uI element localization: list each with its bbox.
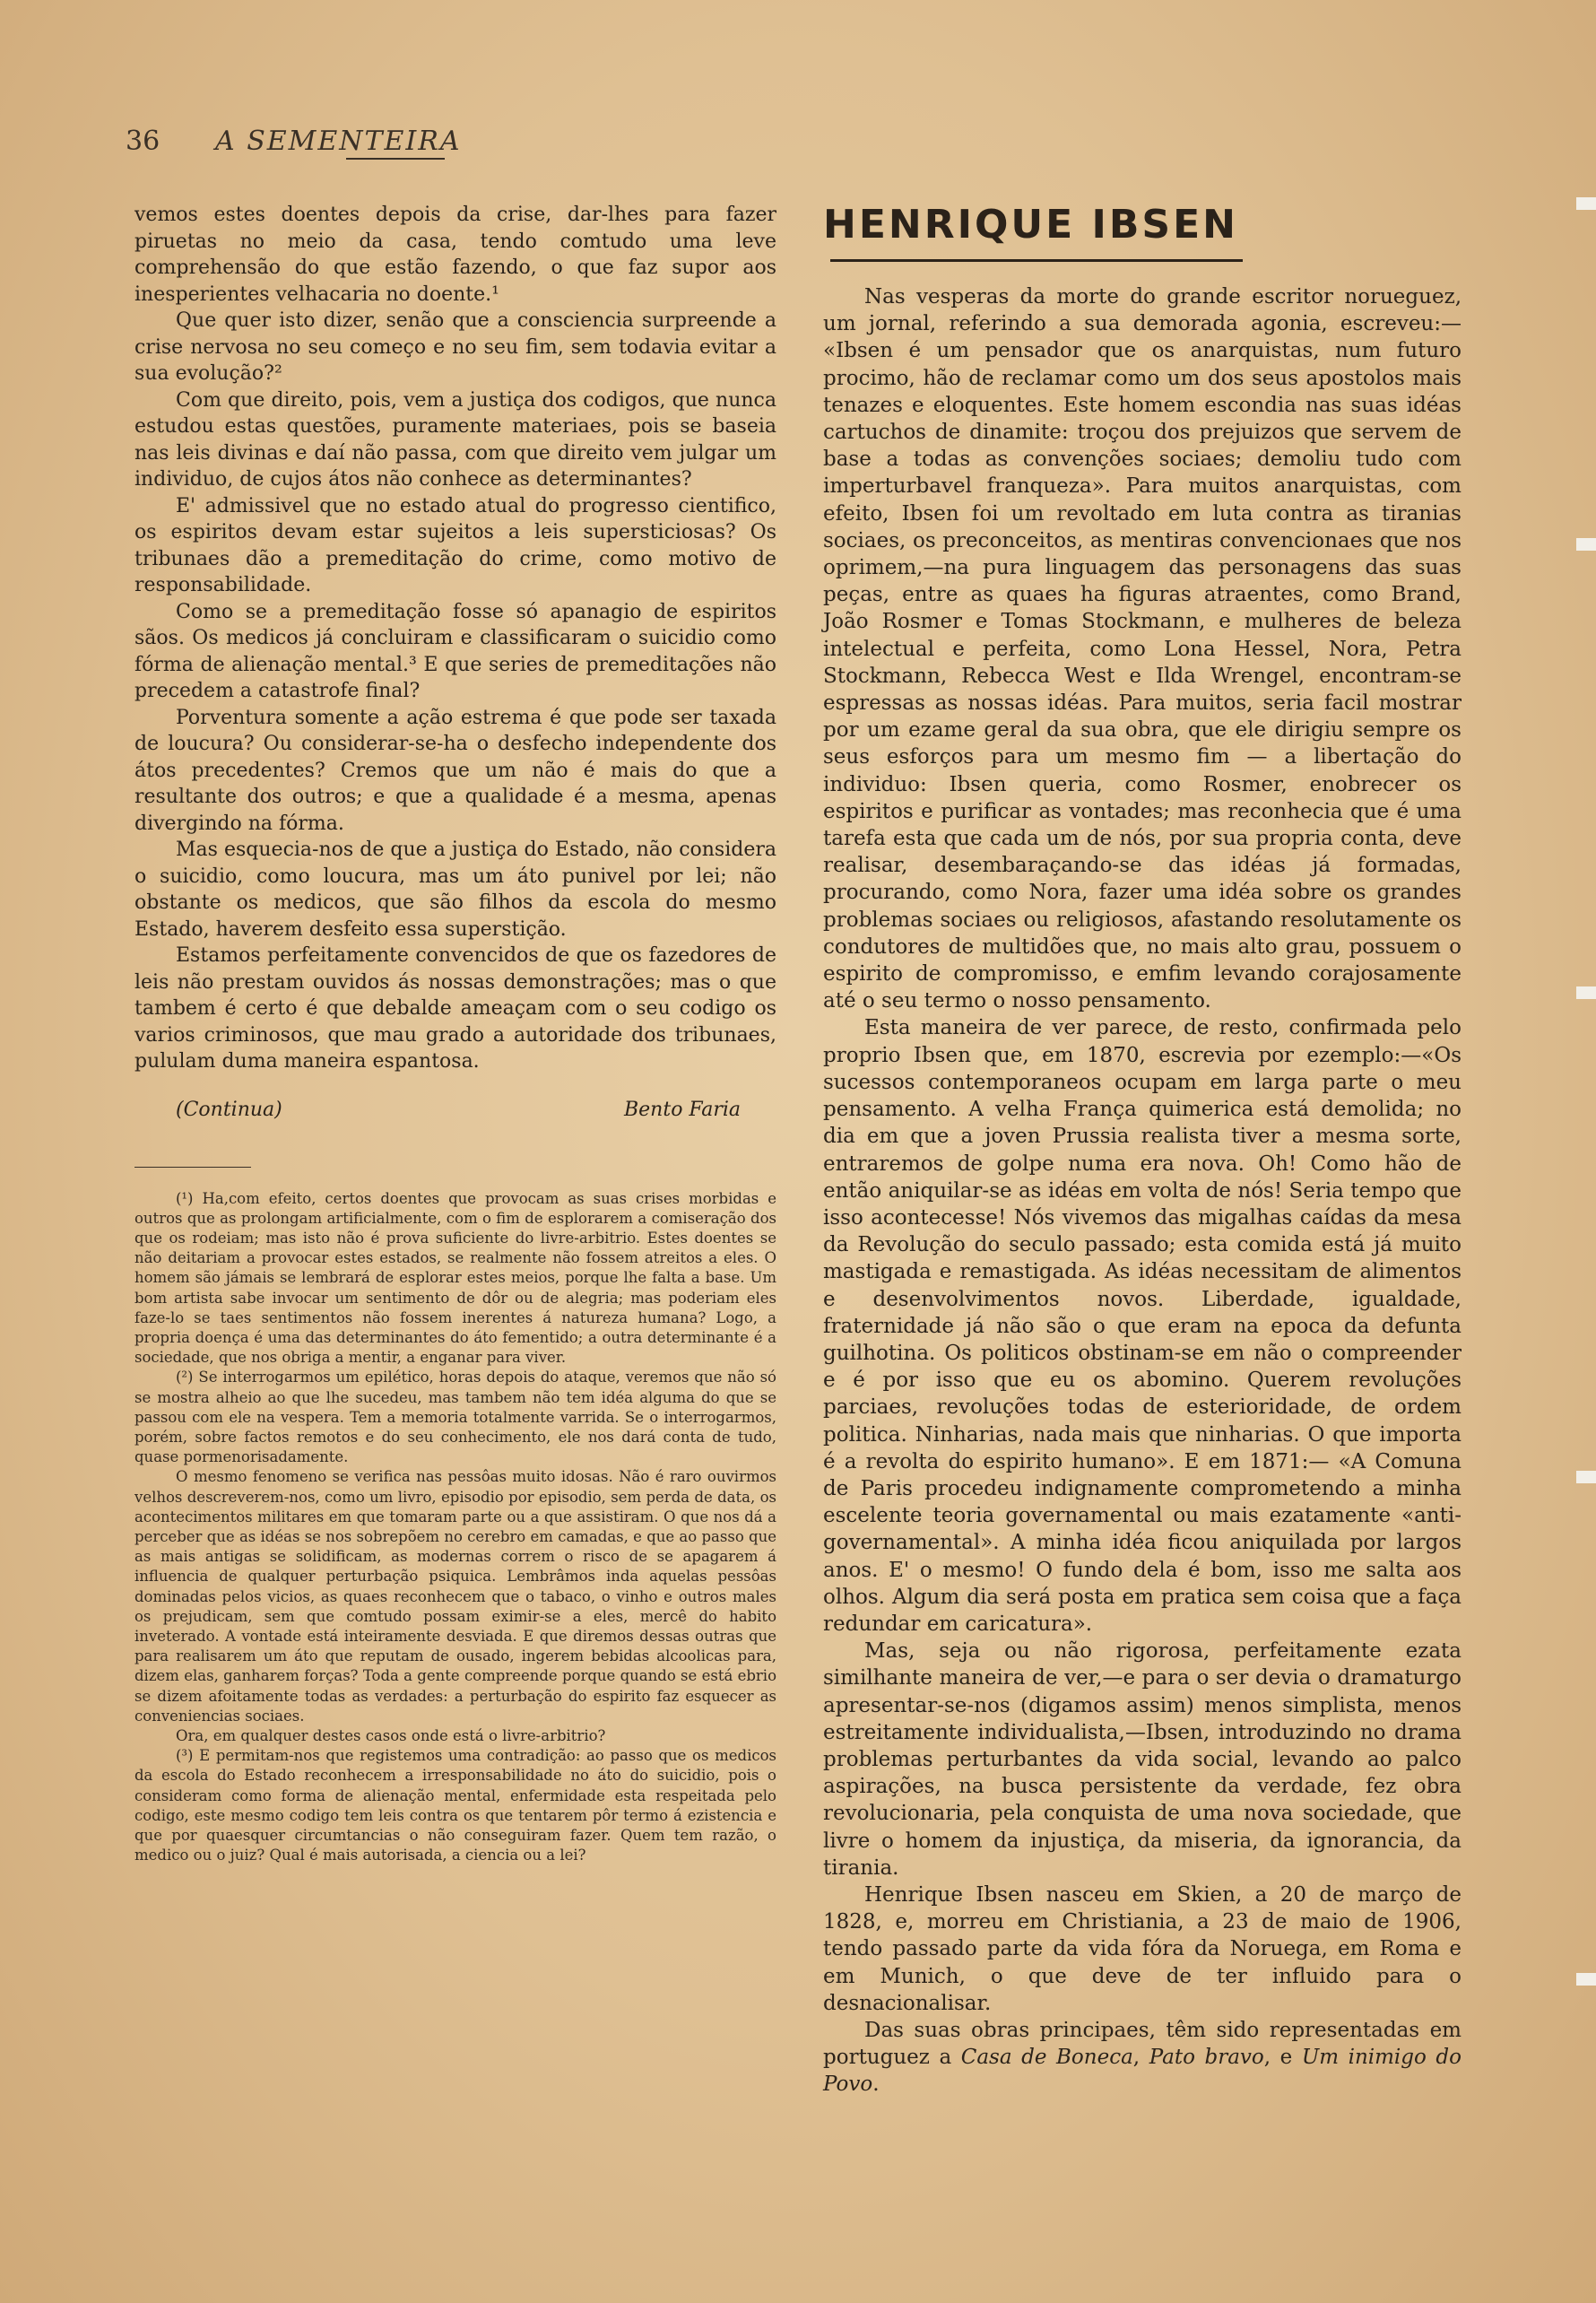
footnote: (³) E permitam-nos que registemos uma contradição: ao passo que os medicos da escola do Estado reconhecem a irresponsabilidade no áto do suicidio, pois o consideram como forma de alienação mental, enfermidade esta respeitada pelo codigo, este mesmo codigo tem leis contra os que tentarem pôr termo á ezistencia e que por quaesquer circumtancias o não conseguiram fazer. Quem tem razão, o medico ou o juiz? Qual é mais autorisada, a ciencia ou a lei? xyxy=(134,1747,776,1864)
paragraph: Que quer isto dizer, senão que a consciencia surpreende a crise nervosa no seu começo e no seu fim, sem todavia evitar a sua evolução?² xyxy=(134,309,776,385)
continua-label: (Continua) xyxy=(176,1098,282,1121)
article-signature xyxy=(134,1099,776,1134)
author-name: Bento Faria xyxy=(624,1098,741,1121)
running-header xyxy=(126,126,484,170)
paragraph: Porventura somente a ação estrema é que pode ser taxada de loucura? Ou considerar-se-ha o desfecho independente dos átos precedentes? Cremos que um não é mais do que a resultante dos outros; e que a qualidade é a mesma, apenas divergindo na fórma. xyxy=(134,706,776,835)
left-column xyxy=(134,202,776,1865)
work-title: Um inimigo do Povo xyxy=(823,2046,1462,2097)
binding-mark xyxy=(1576,538,1596,551)
separator: , xyxy=(1132,2046,1149,2070)
footnote: O mesmo fenomeno se verifica nas pessôas muito idosas. Não é raro ouvirmos velhos descreverem-nos, como um livro, episodio por episodio, sem perda de data, os acontecimentos militares em que tomaram parte ou a que assistiram. O que nos dá a perceber que as idéas se nos sobrepõem no cerebro em camadas, e que ao passo que as mais antigas se solidificam, as modernas correm o risco de se apagarem á influencia de qualquer perturbação psiquica. Lembrâmos inda aquelas pessôas dominadas pelos vicios, as quaes reconhecem que o tabaco, o vinho e outros males os prejudicam, sem que comtudo possam eximir-se a eles, mercê do habito inveterado. A vontade está inteiramente desviada. E que diremos dessas outras que para realisarem um áto que reputam de ousado, ingerem bebidas alcoolicas para, dizem elas, ganharem forças? Toda a gente compreende porque quando se está ebrio se dizem afoitamente todas as verdades: a perturbação do espirito faz esquecer as conveniencias sociaes. xyxy=(134,1468,776,1725)
journal-title: A SEMENTEIRA xyxy=(215,126,462,157)
binding-mark xyxy=(1576,986,1596,999)
right-article-text xyxy=(823,283,1462,2099)
footnote: (¹) Ha,com efeito, certos doentes que provocam as suas crises morbidas e outros que as prolongam artificialmente, com o fim de esplorarem a comiseração dos que os rodeiam; mas isto não é prova suficiente do livre-arbitrio. Estes doentes se não deitariam a provocar estes estados, se realmente não fossem atreitos a eles. O homem são jámais se lembrará de esplorar estes meios, porque lhe falta a base. Um bom artista sabe invocar um sentimento de dôr ou de alegria; mas poderiam eles faze-lo se taes sentimentos não fossem inerentes á natureza humana? Logo, a propria doença é uma das determinantes do áto fementido; a outra determinante é a sociedade, que nos obriga a mentir, a enganar para viver. xyxy=(134,1189,776,1367)
works-intro: Das suas obras principaes, têm sido representadas em portuguez a xyxy=(823,2019,1462,2070)
work-title: Pato bravo xyxy=(1149,2046,1264,2070)
header-rule xyxy=(346,158,445,160)
right-column xyxy=(823,202,1462,2099)
paragraph: vemos estes doentes depois da crise, dar-lhes para fazer piruetas no meio da casa, tendo comtudo uma leve comprehensão do que estão fazendo, o que faz supor aos inesperientes velhacaria no doente.¹ xyxy=(134,204,776,306)
paragraph: Esta maneira de ver parece, de resto, confirmada pelo proprio Ibsen que, em 1870, escrevia por ezemplo:—«Os sucessos contemporaneos ocupam em larga parte o meu pensamento. A velha França quimerica está demolida; no dia em que a joven Prussia realista tiver a mesma sorte, entraremos de golpe numa era nova. Oh! Como hão de então aniquilar-se as idéas em volta de nós! Seria tempo que isso acontecesse! Nós vivemos das migalhas caídas da mesa da Revolução do seculo passado; esta comida está já muito mastigada e remastigada. As idéas necessitam de alimentos e desenvolvimentos novos. Liberdade, igualdade, fraternidade já não são o que eram na epoca da defunta guilhotina. Os politicos obstinam-se em não o compreender e é por isso que eu os abomino. Querem revoluções parciaes, revoluções todas de esterioridade, de ordem politica. Ninharias, nada mais que ninharias. O que importa é a revolta do espirito humano». E em 1871:— «A Comuna de Paris procedeu indignamente comprometendo a minha escelente teoria governamental ou mais ezatamente «anti-governamental». A minha idéa ficou aniquilada por largos anos. E' o mesmo! O fundo dela é bom, isso me salta aos olhos. Algum dia será posta em pratica sem coisa que a faça redundar em caricatura». xyxy=(823,1016,1462,1636)
work-title: Casa de Boneca xyxy=(960,2046,1133,2070)
period: . xyxy=(872,2073,880,2097)
footnote-rule xyxy=(134,1167,251,1168)
paragraph: Mas esquecia-nos de que a justiça do Estado, não considera o suicidio, como loucura, mas um áto punivel por lei; não obstante os medicos, que são filhos da escola do mesmo Estado, haverem desfeito essa superstição. xyxy=(134,839,776,941)
article-title: HENRIQUE IBSEN xyxy=(823,202,1238,248)
paragraph: Com que direito, pois, vem a justiça dos codigos, que nunca estudou estas questões, puramente materiaes, pois se baseia nas leis divinas e daí não passa, com que direito vem julgar um individuo, de cujos átos não conhece as determinantes? xyxy=(134,388,776,491)
footnotes xyxy=(134,1189,776,1866)
paragraph-works xyxy=(823,2017,1462,2099)
separator: , e xyxy=(1263,2046,1302,2070)
binding-mark xyxy=(1576,1973,1596,1986)
page-number: 36 xyxy=(126,126,160,157)
paragraph: Henrique Ibsen nasceu em Skien, a 20 de março de 1828, e, morreu em Christiania, a 23 de maio de 1906, tendo passado parte da vida fóra da Noruega, em Roma e em Munich, o que deve de ter influido para o desnacionalisar. xyxy=(823,1882,1462,2015)
footnote: Ora, em qualquer destes casos onde está o livre-arbitrio? xyxy=(176,1726,606,1744)
binding-mark xyxy=(1576,1471,1596,1483)
title-rule xyxy=(830,259,1243,262)
paragraph: Como se a premeditação fosse só apanagio de espiritos sãos. Os medicos já concluiram e classificaram o suicidio como fórma de alienação mental.³ E que series de premeditações não precedem a catastrofe final? xyxy=(134,600,776,702)
footnote: (²) Se interrogarmos um epilético, horas depois do ataque, veremos que não só se mostra alheio ao que lhe sucedeu, mas tambem não tem idéa alguma do que se passou com ele na vespera. Tem a memoria totalmente varrida. Se o interrogarmos, porém, sobre factos remotos e do seu conhecimento, ele nos dará conta de tudo, quase pormenorisadamente. xyxy=(134,1369,776,1466)
paragraph: Nas vesperas da morte do grande escritor norueguez, um jornal, referindo a sua demorada agonia, escreveu:— «Ibsen é um pensador que os anarquistas, num futuro procimo, hão de reclamar como um dos seus apostolos mais tenazes e eloquentes. Este homem escondia nas suas idéas cartuchos de dinamite: troçou dos prejuizos que servem de base a todas as convenções sociaes; demoliu tudo com imperturbavel franqueza». Para muitos anarquistas, com efeito, Ibsen foi um revoltado em luta contra as tiranias sociaes, os preconceitos, as mentiras convencionaes que nos oprimem,—na pura linguagem das personagens das suas peças, entre as quaes ha figuras atraentes, como Brand, João Rosmer e Tomas Stockmann, e mulheres de beleza intelectual e perfeita, como Lona Hessel, Nora, Petra Stockmann, Rebecca West e Ilda Wrengel, encontram-se espressas as nossas idéas. Para muitos, seria facil mostrar por um ezame geral da sua obra, que ele dirigiu sempre os seus esforços para um mesmo fim — a libertação do individuo: Ibsen queria, como Rosmer, enobrecer os espiritos e purificar as vontades; mas reconhecia que é uma tarefa esta que cada um de nós, por sua propria conta, deve realisar, desembaraçando-se das idéas já formadas, procurando, como Nora, fazer uma idéa sobre os grandes problemas sociaes ou religiosos, afastando resolutamente os condutores de multidões que, no mais alto grau, possuem o espirito de compromisso, e emfim levando corajosamente até o seu termo o nosso pensamento. xyxy=(823,285,1462,1013)
paragraph: E' admissivel que no estado atual do progresso cientifico, os espiritos devam estar sujeitos a leis supersticiosas? Os tribunaes dão a premeditação do crime, como motivo de responsabilidade. xyxy=(134,494,776,596)
binding-mark xyxy=(1576,197,1596,210)
paragraph: Estamos perfeitamente convencidos de que os fazedores de leis não prestam ouvidos ás nossas demonstrações; mas o que tambem é certo é que debalde ameaçam com o seu codigo os varios criminosos, que mau grado a autoridade dos tribunaes, pululam duma maneira espantosa. xyxy=(134,944,776,1073)
left-article-text xyxy=(134,202,776,1075)
paragraph: Mas, seja ou não rigorosa, perfeitamente ezata similhante maneira de ver,—e para o ser devia o dramaturgo apresentar-se-nos (digamos assim) menos simplista, menos estreitamente individualista,—Ibsen, introduzindo no drama problemas perturbantes da vida social, levando ao palco aspirações, na busca persistente da verdade, fez obra revolucionaria, pela conquista de uma nova sociedade, que livre o homem da injustiça, da miseria, da ignorancia, da tirania. xyxy=(823,1639,1462,1880)
